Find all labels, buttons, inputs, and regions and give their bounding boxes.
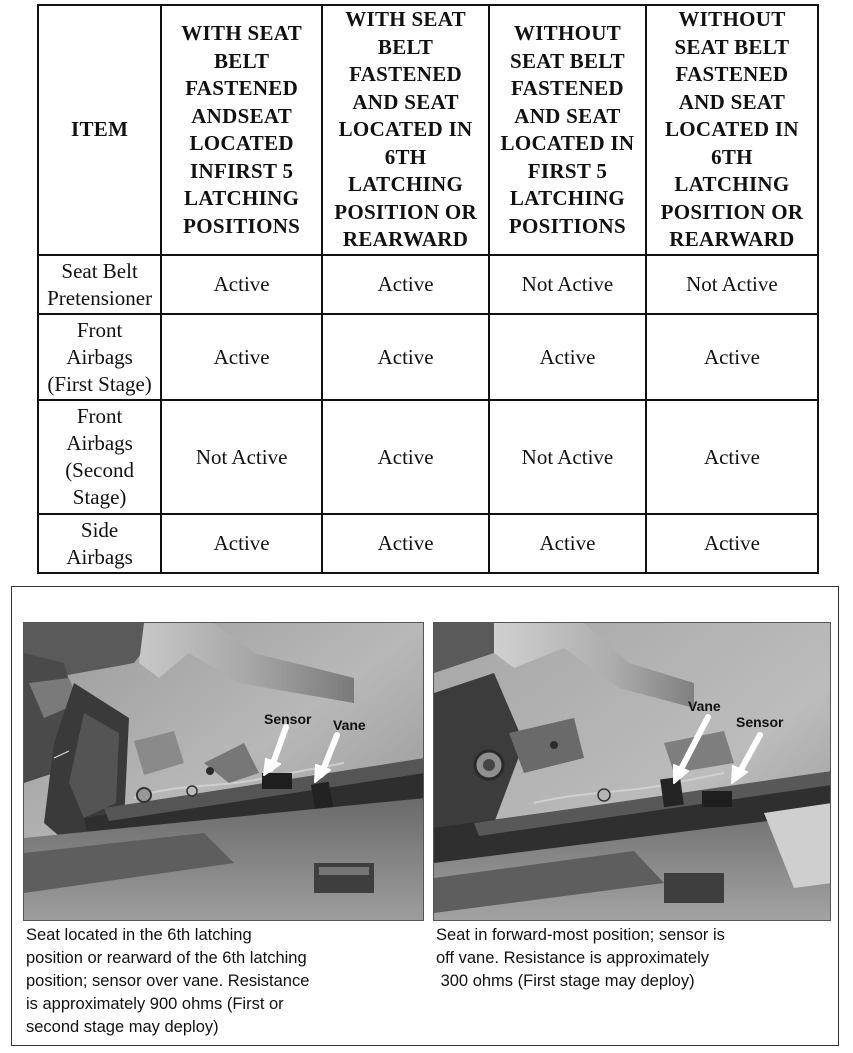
- status-cell: Active: [322, 314, 489, 400]
- seat-track-photo-left: [24, 623, 424, 921]
- header-line: LOCATED IN: [664, 117, 799, 142]
- header-line: FIRST 5: [527, 158, 608, 183]
- photo-sensor-over-vane: [23, 622, 424, 921]
- header-belted-6th-rearward: [322, 5, 489, 255]
- status-cell: Not Active: [489, 255, 646, 314]
- header-line: SEAT BELT: [509, 48, 625, 73]
- row-item-cell: [38, 314, 161, 400]
- header-line: POSITION OR: [334, 199, 477, 224]
- status-cell: Active: [322, 514, 489, 573]
- table-row: [38, 255, 818, 314]
- status-cell: Active: [489, 514, 646, 573]
- seat-track-sensor-figure: [11, 586, 839, 1046]
- caption-line: is approximately 900 ohms (First or: [26, 995, 284, 1013]
- status-cell: Not Active: [489, 400, 646, 514]
- row-item-line: Pretensioner: [47, 285, 153, 310]
- header-line: WITH SEAT: [345, 7, 466, 32]
- header-line: REARWARD: [342, 227, 469, 252]
- table-row: [38, 400, 818, 514]
- header-unbelted-6th-rearward: [646, 5, 818, 255]
- row-item-line: (First Stage): [47, 371, 152, 396]
- row-item-line: Stage): [72, 485, 127, 509]
- row-item-line: Side: [80, 517, 119, 542]
- label-vane-right: Vane: [688, 698, 721, 714]
- table-row: [38, 314, 818, 400]
- caption-line: position; sensor over vane. Resistance: [26, 972, 310, 990]
- header-line: WITHOUT: [513, 21, 622, 45]
- caption-line: Seat in forward-most position; sensor is: [436, 926, 725, 944]
- row-item-line: Front: [76, 404, 123, 428]
- row-item-line: Airbags: [66, 431, 133, 455]
- status-cell: Active: [161, 314, 322, 400]
- caption-line: second stage may deploy): [26, 1018, 219, 1036]
- header-unbelted-first-5: [489, 5, 646, 255]
- caption-line: 300 ohms (First stage may deploy): [436, 972, 695, 990]
- header-line: SEAT BELT: [674, 34, 790, 59]
- header-line: WITHOUT: [678, 7, 786, 32]
- status-cell: Active: [646, 514, 818, 573]
- status-cell: Active: [646, 314, 818, 400]
- header-line: LATCHING: [509, 186, 626, 210]
- header-line: WITH SEAT: [181, 21, 303, 45]
- header-line: REARWARD: [669, 227, 795, 252]
- header-line: BELT: [213, 48, 270, 73]
- status-cell: Not Active: [161, 400, 322, 514]
- status-cell: Active: [161, 514, 322, 573]
- table-header-row: [38, 5, 818, 255]
- row-item-cell: [38, 400, 161, 514]
- header-line: POSITIONS: [183, 213, 301, 238]
- seat-track-photo-right: [434, 623, 831, 921]
- header-line: AND SEAT: [678, 89, 786, 114]
- status-cell: Active: [646, 400, 818, 514]
- status-cell: Active: [489, 314, 646, 400]
- status-cell: Active: [322, 400, 489, 514]
- header-line: 6TH: [384, 144, 427, 169]
- status-cell: Not Active: [646, 255, 818, 314]
- status-cell: Active: [322, 255, 489, 314]
- photo-sensor-off-vane: [433, 622, 831, 921]
- row-item-cell: [38, 255, 161, 314]
- header-line: 6TH: [711, 144, 753, 169]
- row-item-line: Seat Belt: [61, 258, 138, 283]
- header-line: LATCHING: [184, 186, 300, 210]
- airbag-deployment-table-container: [37, 4, 819, 574]
- caption-sensor-over-vane: [26, 924, 426, 1039]
- header-line: ANDSEAT: [191, 103, 293, 128]
- caption-sensor-off-vane: [436, 924, 831, 993]
- header-line: LATCHING: [347, 172, 464, 197]
- header-line: POSITION OR: [660, 199, 804, 224]
- header-line: POSITIONS: [508, 213, 626, 238]
- status-cell: Active: [161, 255, 322, 314]
- caption-line: position or rearward of the 6th latching: [26, 949, 307, 967]
- row-item-line: Front: [76, 317, 123, 342]
- header-belted-first-5: [161, 5, 322, 255]
- header-line: FASTENED: [185, 76, 299, 100]
- header-line: LOCATED: [189, 131, 294, 155]
- header-item: [38, 5, 161, 255]
- header-line: AND SEAT: [514, 103, 621, 128]
- caption-line: Seat located in the 6th latching: [26, 926, 252, 944]
- header-line: ITEM: [70, 117, 129, 142]
- row-item-cell: [38, 514, 161, 573]
- row-item-line: (Second: [65, 458, 135, 482]
- header-line: BELT: [377, 34, 434, 59]
- label-sensor-left: Sensor: [264, 711, 312, 727]
- header-line: AND SEAT: [352, 89, 459, 114]
- table-row: [38, 514, 818, 573]
- airbag-deployment-table: [37, 4, 819, 574]
- header-line: FASTENED: [511, 76, 624, 100]
- label-sensor-right: Sensor: [736, 714, 784, 730]
- header-line: INFIRST 5: [190, 158, 294, 183]
- caption-line: off vane. Resistance is approximately: [436, 949, 709, 967]
- header-line: LOCATED IN: [338, 117, 473, 142]
- row-item-line: Airbags: [66, 344, 133, 369]
- header-line: FASTENED: [349, 62, 462, 87]
- label-vane-left: Vane: [333, 717, 366, 733]
- row-item-line: Airbags: [66, 544, 133, 569]
- header-line: LATCHING: [674, 172, 790, 197]
- header-line: LOCATED IN: [500, 131, 635, 155]
- header-line: FASTENED: [675, 62, 789, 87]
